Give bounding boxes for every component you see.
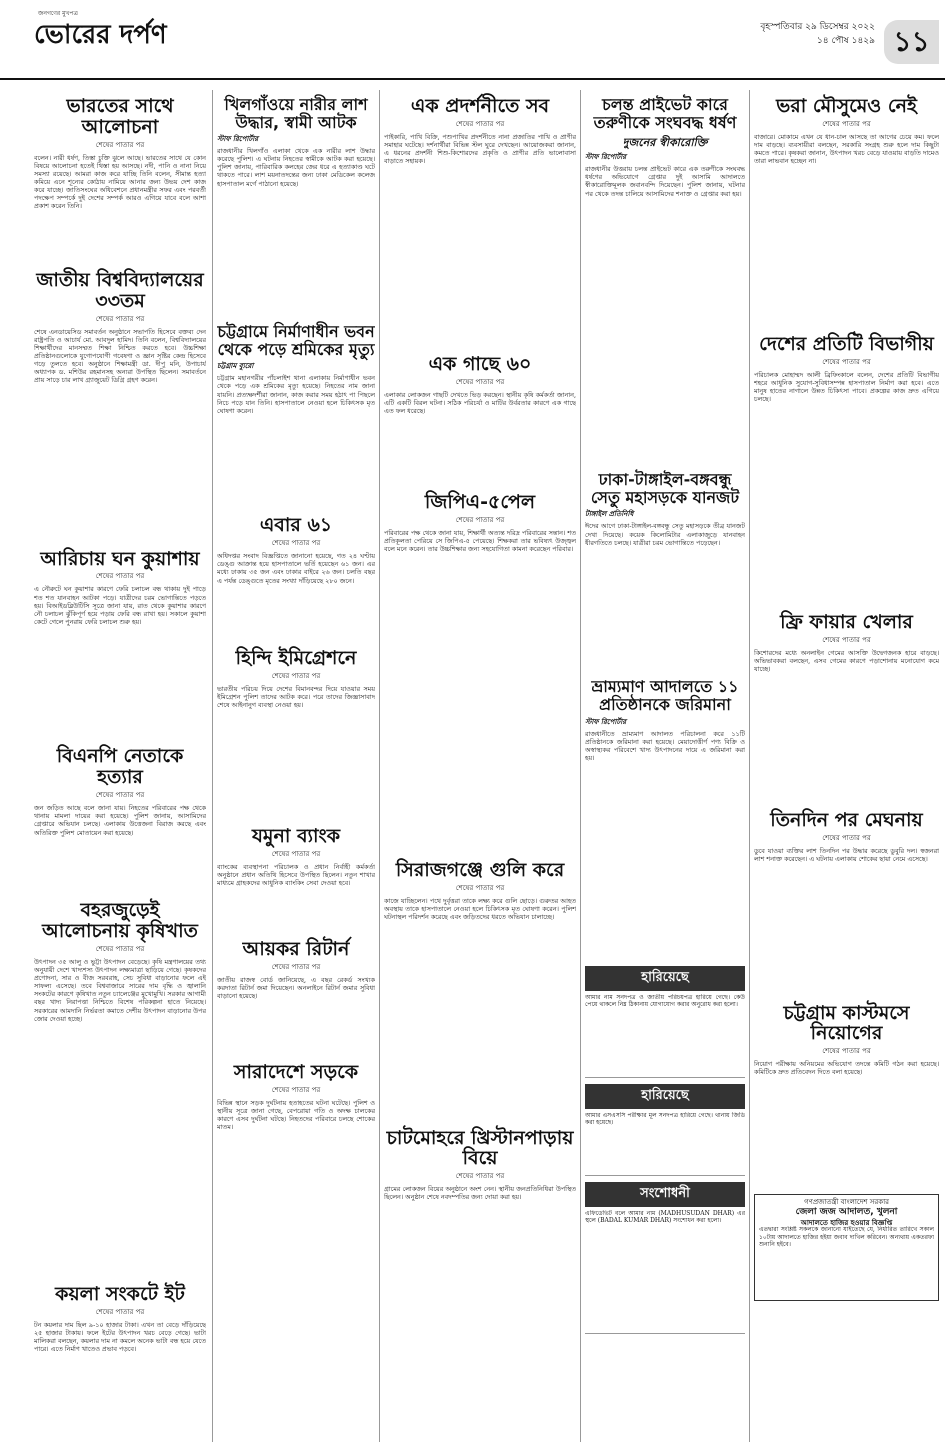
continued-label: শেষের পাতার পর xyxy=(95,140,145,149)
notice-body: এতদ্বারা সংশ্লিষ্ট সকলকে জানানো যাইতেছে যে, নির্ধারিত তারিখে সকাল ১০টায় আদালতে হাজির হইয়া জবাব দাখিল করিবেন। অন্যথায় একতরফা শুনানি হইবে। xyxy=(759,1226,934,1249)
notice-subtitle: আদালতে হাজির হওয়ার বিজ্ঞপ্তি xyxy=(800,1217,893,1227)
classified-ad: আমার নাম সনদপত্র ও জাতীয় পরিচয়পত্র হারিয়ে গেছে। কেউ পেয়ে থাকলে নিম্ন ঠিকানায় যোগাযোগ করার অনুরোধ করা হলো। xyxy=(585,994,745,1078)
byline: স্টাফ রিপোর্টার xyxy=(217,134,259,144)
headline: ভারতের সাথে আলোচনা xyxy=(66,95,174,138)
headline: এক গাছে ৬০ xyxy=(428,352,532,375)
article-body: নিয়োগ পরীক্ষায় অনিয়মের অভিযোগ তদন্তে কমিটি গঠন করা হয়েছে। কমিটিকে দ্রুত প্রতিবেদন দিতে বলা হয়েছে। xyxy=(754,1060,939,1077)
continued-label: শেষের পাতার পর xyxy=(271,850,321,859)
headline: আরিচায় ঘন কুয়াশায় xyxy=(40,547,200,570)
article-body: কিশোরদের মধ্যে অনলাইন গেমের আসক্তি উদ্বেগজনক হারে বাড়ছে। অভিভাবকরা বলছেন, এসব গেমের কারণে পড়াশোনায় মনোযোগ কমে যাচ্ছে। xyxy=(754,648,939,673)
dateline xyxy=(760,20,875,48)
continued-label: শেষের পাতার পর xyxy=(822,357,871,366)
continued-label: শেষের পাতার পর xyxy=(455,119,505,128)
headline: কয়লা সংকটে ইট xyxy=(55,1283,185,1306)
headline: এবার ৬১ xyxy=(259,514,333,537)
continued-label: শেষের পাতার পর xyxy=(271,539,321,548)
date-gregorian: বৃহস্পতিবার ২৯ ডিসেম্বর ২০২২ xyxy=(760,22,875,32)
headline: জিপিএ-৫পেল xyxy=(424,490,536,513)
headline: তিনদিন পর মেঘনায় xyxy=(770,808,923,831)
article-body: টন কয়লার দাম ছিল ৯-১০ হাজার টাকা। এখন তা বেড়ে দাঁড়িয়েছে ২৫ হাজার টাকায়। ফলে ইটের উৎপাদন খরচ বেড়ে গেছে। ভাটা মালিকরা বলছেন, কয়লার দাম না কমলে অনেক ভাটা বন্ধ হয়ে যেতে পারে। এতে নির্মাণ খাতেও প্রভাব পড়বে। xyxy=(34,1320,206,1354)
column-rule xyxy=(379,90,380,1442)
column-4 xyxy=(585,90,745,1442)
continued-label: শেষের পাতার পর xyxy=(822,635,871,644)
article-body: রাজধানীতে ভ্রাম্যমাণ আদালত পরিচালনা করে ১১টি প্রতিষ্ঠানকে জরিমানা করা হয়েছে। মেয়াদোত্তীর্ণ পণ্য বিক্রি ও অস্বাস্থ্যকর পরিবেশে খাদ্য উৎপাদনের দায়ে এ জরিমানা করা হয়। xyxy=(585,729,745,762)
paper-logo: ভোরের দর্পণ xyxy=(34,20,167,50)
continued-label: শেষের পাতার পর xyxy=(95,945,145,954)
continued-label: শেষের পাতার পর xyxy=(822,119,871,128)
tagline: জনগণের মুখপত্র xyxy=(38,10,78,17)
continued-label: শেষের পাতার পর xyxy=(455,1172,505,1181)
article-body: রাজধানীর খিলগাঁও এলাকা থেকে এক নারীর লাশ উদ্ধার করেছে পুলিশ। এ ঘটনায় নিহতের স্বামীকে আটক করা হয়েছে। পুলিশ জানায়, পারিবারিক কলহের জের ধরে এ হত্যাকাণ্ড ঘটে থাকতে পারে। লাশ ময়নাতদন্তের জন্য ঢাকা মেডিকেল কলেজ হাসপাতাল মর্গে পাঠানো হয়েছে। xyxy=(217,147,375,188)
continued-label: শেষের পাতার পর xyxy=(271,1085,321,1094)
article-body: জাতীয় রাজস্ব বোর্ড জানিয়েছে, এ বছর রেকর্ড সংখ্যক করদাতা রিটার্ন জমা দিয়েছেন। অনলাইনে রিটার্ন জমার সুবিধা বাড়ানো হয়েছে। xyxy=(217,975,375,1001)
headline: চলন্ত প্রাইভেট কারে তরুণীকে সংঘবদ্ধ ধর্ষণ xyxy=(593,95,737,132)
notice-title: জেলা জজ আদালত, খুলনা xyxy=(795,1206,898,1217)
byline: স্টাফ রিপোর্টার xyxy=(585,152,627,162)
masthead xyxy=(0,0,945,80)
article-body: বিভিন্ন স্থানে সড়ক দুর্ঘটনায় হতাহতের ঘটনা ঘটেছে। পুলিশ ও স্থানীয় সূত্রে জানা গেছে, বেপরোয়া গতি ও অদক্ষ চালকের কারণে এসব দুর্ঘটনা ঘটছে। নিহতদের পরিবারে চলছে শোকের মাতম। xyxy=(217,1098,375,1132)
continued-label: শেষের পাতার পর xyxy=(455,883,505,892)
byline: চট্টগ্রাম ব্যুরো xyxy=(217,361,254,371)
date-bengali: ১৪ পৌষ ১৪২৯ xyxy=(816,36,875,46)
continued-label: শেষের পাতার পর xyxy=(455,377,505,386)
article-body: পাইকারি, পাখি বিক্রি, পশুপাখির প্রদর্শনীতে নানা প্রজাতির পাখি ও প্রাণীর সমাহার ঘটেছে। দর্শনার্থীরা বিভিন্ন স্টল ঘুরে দেখছেন। আয়োজকরা জানান, এ ধরনের প্রদর্শনী শিশু-কিশোরদের প্রকৃতি ও প্রাণীর প্রতি ভালোবাসা বাড়াতে সহায়ক। xyxy=(384,132,576,166)
continued-label: শেষের পাতার পর xyxy=(95,314,145,323)
headline: এক প্রদর্শনীতে সব xyxy=(410,95,550,117)
headline: চাটমোহরে খ্রিস্টানপাড়ায় বিয়ে xyxy=(386,1126,574,1170)
article-body: গ্রামের লোকজন বিয়ের অনুষ্ঠানে অংশ নেন। স্থানীয় জনপ্রতিনিধিরা উপস্থিত ছিলেন। অনুষ্ঠান শেষে নবদম্পতির জন্য দোয়া করা হয়। xyxy=(384,1185,576,1202)
headline: সিরাজগঞ্জে গুলি করে xyxy=(395,858,565,881)
article-body: ভারতীয় পরিচয় দিয়ে দেশের বিমানবন্দর দিয়ে যাওয়ার সময় ইমিগ্রেশন পুলিশ তাদের আটক করে। পরে তাদের জিজ্ঞাসাবাদ শেষে আইনানুগ ব্যবস্থা নেওয়া হয়। xyxy=(217,685,375,710)
column-1 xyxy=(34,90,206,1442)
article-body: বলেন। নারী ধর্ষণ, তিস্তা চুক্তি ঝুলে আছে। ভারতের সাথে যে কোন বিষয়ে আলোচনা হতেই থিস্তা হয় আসছে। নদী, পানি ও নানা নিয়ে সমস্যা রয়েছে। আমরা কাজ করে যাচ্ছি তিনি বলেন, সীমান্ত হত্যা কমিয়ে এনে শূন্যের কোঠায় নামিয়ে আনার জন্য উভয় দেশ কাজ করে যাচ্ছে। জাতিসংঘের অধিবেশনে প্রধানমন্ত্রীর সফর এবং পরবর্তী পদক্ষেপ সম্পর্কে দুই দেশের সম্পর্ক আরও এগিয়ে যাবে বলে আশা প্রকাশ করেন তিনি। xyxy=(34,153,206,211)
headline: ফ্রি ফায়ার খেলার xyxy=(780,610,913,633)
article-body: এলাকার লোকজন গাছটি দেখতে ভিড় করছেন। স্থানীয় কৃষি কর্মকর্তা জানান, এটি একটি বিরল ঘটনা। সঠিক পরিচর্যা ও মাটির উর্বরতার কারণে এক গাছে এত ফল ধরেছে। xyxy=(384,390,576,415)
classified-header: হারিয়েছে xyxy=(585,966,745,991)
headline: আয়কর রিটার্ন xyxy=(242,938,350,961)
article-body: পরিবারের পক্ষ থেকে জানা যায়, শিক্ষার্থী অত্যন্ত দরিদ্র পরিবারের সন্তান। শত প্রতিকূলতা পেরিয়ে সে জিপিএ-৫ পেয়েছে। শিক্ষকরা তার ভবিষ্যৎ উজ্জ্বল বলে মনে করেন। তার উচ্চশিক্ষার জন্য সহযোগিতা কামনা করেছেন পরিবার। xyxy=(384,528,576,553)
headline: দেশের প্রতিটি বিভাগীয় xyxy=(759,332,934,355)
classified-ad: আমার এসএসসি পরীক্ষার মূল সনদপত্র হারিয়ে গেছে। থানায় জিডি করা হয়েছে। xyxy=(585,1112,745,1176)
headline: সারাদেশে সড়কে xyxy=(233,1060,359,1083)
headline: বিএনপি নেতাকে হত্যার xyxy=(56,745,184,789)
article-body: কাজে যাচ্ছিলেন। পথে দুর্বৃত্তরা তাকে লক্ষ্য করে গুলি ছোড়ে। গুরুতর আহত অবস্থায় তাকে হাসপাতালে নেওয়া হলে চিকিৎসক মৃত ঘোষণা করেন। পুলিশ ঘটনাস্থল পরিদর্শন করেছে এবং জড়িতদের ধরতে অভিযান চালাচ্ছে। xyxy=(384,896,576,921)
notice-org: গণপ্রজাতন্ত্রী বাংলাদেশ সরকার xyxy=(804,1198,889,1207)
column-2 xyxy=(217,90,375,1442)
article-body: পরিচালক মোহাম্মদ আলী ব্রিফিংকালে বলেন, দেশের প্রতিটি বিভাগীয় শহরে আধুনিক সুযোগ-সুবিধাসম্পন্ন হাসপাতাল নির্মাণ করা হবে। এতে মানুষ হাতের নাগালে উন্নত চিকিৎসা পাবে। প্রকল্পের কাজ দ্রুত এগিয়ে চলছে। xyxy=(754,370,939,404)
classified-header: হারিয়েছে xyxy=(585,1084,745,1109)
headline: চট্টগ্রামে নির্মাণাধীন ভবন থেকে পড়ে শ্রমিকের মৃত্যু xyxy=(217,322,375,359)
continued-label: শেষের পাতার পর xyxy=(95,1307,145,1316)
article-body: ঈদের আগে ঢাকা-টাঙ্গাইল-বঙ্গবন্ধু সেতু মহাসড়কে তীব্র যানজট দেখা দিয়েছে। কয়েক কিলোমিটার এলাকাজুড়ে যানবাহন ধীরগতিতে চলছে। যাত্রীরা চরম ভোগান্তিতে পড়েছেন। xyxy=(585,522,745,547)
continued-label: শেষের পাতার পর xyxy=(95,572,145,581)
headline: হিন্দি ইমিগ্রেশনে xyxy=(235,647,357,670)
article-body: অধিদপ্তর সংবাদ বিজ্ঞপ্তিতে জানানো হয়েছে, গত ২৪ ঘণ্টায় ডেঙ্গু আক্রান্ত হয়ে হাসপাতালে ভর্তি হয়েছেন ৬১ জন। এর মধ্যে ঢাকায় ৩৫ জন এবং ঢাকার বাইরে ২৬ জন। চলতি বছর এ পর্যন্ত ডেঙ্গুতে মৃতের সংখ্যা দাঁড়িয়েছে ২৮০ জনে। xyxy=(217,552,375,585)
headline: ভরা মৌসুমেও নেই xyxy=(776,95,917,117)
article-body: শেষে এনডায়েসিড সমাবর্তন অনুষ্ঠানে সভাপতি হিসেবে বক্তব্য দেন রাষ্ট্রপতি ও আচার্য মো. আবদুল হামিদ। তিনি বলেন, বিশ্ববিদ্যালয়ের শিক্ষার্থীদের মানসম্মত শিক্ষা নিশ্চিত করতে হবে। উচ্চশিক্ষা প্রতিষ্ঠানগুলোকে যুগোপযোগী গবেষণা ও জ্ঞান সৃষ্টির কেন্দ্র হিসেবে গড়ে তুলতে হবে। অনুষ্ঠানে শিক্ষামন্ত্রী ডা. দীপু মনি, উপাচার্য অধ্যাপক ড. মশিউর রহমানসহ অন্যরা উপস্থিত ছিলেন। সমাবর্তনে প্রায় সাড়ে চার লাখ গ্র্যাজুয়েট ডিগ্রি গ্রহণ করেন। xyxy=(34,327,206,385)
column-rule xyxy=(580,90,581,1442)
continued-label: শেষের পাতার পর xyxy=(271,672,321,681)
headline: ভ্রাম্যমাণ আদালতে ১১ প্রতিষ্ঠানকে জরিমানা xyxy=(591,677,739,715)
headline: যমুনা ব্যাংক xyxy=(251,825,341,848)
byline: টাঙ্গাইল প্রতিনিধি xyxy=(585,509,634,519)
article-body: রাজধানীর উত্তরায় চলন্ত প্রাইভেট কারে এক তরুণীকে সংঘবদ্ধ ধর্ষণের অভিযোগে গ্রেপ্তার দুই আসামি আদালতে স্বীকারোক্তিমূলক জবানবন্দি দিয়েছেন। পুলিশ জানায়, ঘটনার পর থেকে তদন্ত চালিয়ে আসামিদের শনাক্ত ও গ্রেপ্তার করা হয়। xyxy=(585,165,745,198)
article-body: চট্টগ্রাম মহানগরীর পাঁচলাইশ থানা এলাকায় নির্মাণাধীন ভবন থেকে পড়ে এক শ্রমিকের মৃত্যু হয়েছে। নিহতের নাম জানা যায়নি। প্রত্যক্ষদর্শীরা জানান, কাজ করার সময় হঠাৎ পা পিছলে নিচে পড়ে যান তিনি। হাসপাতালে নেওয়া হলে চিকিৎসক মৃত ঘোষণা করেন। xyxy=(217,374,375,415)
continued-label: শেষের পাতার পর xyxy=(95,791,145,800)
page-number: ১১ xyxy=(884,20,939,64)
column-rule xyxy=(749,90,750,1442)
article-body: ব্যাংকের ব্যবস্থাপনা পরিচালক ও প্রধান নির্বাহী কর্মকর্তা অনুষ্ঠানে প্রধান অতিথি হিসেবে উপস্থিত ছিলেন। নতুন শাখার মাধ্যমে গ্রাহকদের আধুনিক ব্যাংকিং সেবা দেওয়া হবে। xyxy=(217,863,375,888)
headline: খিলগাঁওয়ে নারীর লাশ উদ্ধার, স্বামী আটক xyxy=(224,95,368,132)
column-3 xyxy=(384,90,576,1442)
court-notice xyxy=(754,1194,939,1301)
classified-header: সংশোধনী xyxy=(585,1182,745,1207)
headline: বহরজুড়েই আলোচনায় কৃষিখাত xyxy=(42,899,198,943)
article-body: এ নৌরুটে ঘন কুয়াশার কারণে ফেরি চলাচল বন্ধ থাকায় দুই পাড়ে শত শত যানবাহন আটকা পড়ে। যাত্রীদের চরম ভোগান্তিতে পড়তে হয়। বিআইডব্লিউটিসি সূত্রে জানা যায়, রাত থেকে কুয়াশার কারণে নৌ চলাচল ঝুঁকিপূর্ণ হয়ে পড়ায় ফেরি বন্ধ রাখা হয়। সকালে কুয়াশা কেটে গেলে পুনরায় ফেরি চলাচল শুরু হয়। xyxy=(34,585,206,626)
continued-label: শেষের পাতার পর xyxy=(822,833,871,842)
classified-ad: এফিডেভিট বলে আমার নাম (MADHUSUDAN DHAR) এর স্থলে (BADAL KUMAR DHAR) সংশোধন করা হলো। xyxy=(585,1210,745,1334)
article-body: ডুবে যাওয়া ব্যক্তির লাশ তিনদিন পর উদ্ধার করেছে ডুবুরি দল। স্বজনরা লাশ শনাক্ত করেছেন। এ ঘটনায় এলাকায় শোকের ছায়া নেমে এসেছে। xyxy=(754,846,939,863)
article-body: বাজারে। মোকামে এখন যে ধান-চাল আসছে তা আগের চেয়ে কম। ফলে দাম বাড়ছে। ব্যবসায়ীরা বলছেন, সরকারি সংগ্রহ শুরু হলে দাম কিছুটা কমতে পারে। কৃষকরা জানান, উৎপাদন খরচ বেড়ে যাওয়ায় বাড়তি দামেও তারা লাভবান হচ্ছেন না। xyxy=(754,132,939,166)
column-5 xyxy=(754,90,939,1442)
subheadline: দুজনের স্বীকারোক্তি xyxy=(622,136,708,150)
headline: ঢাকা-টাঙ্গাইল-বঙ্গবন্ধু সেতু মহাসড়কে যানজট xyxy=(590,470,740,507)
article-body: জন জড়িত আছে বলে জানা যায়। নিহতের পরিবারের পক্ষ থেকে থানায় মামলা দায়ের করা হয়েছে। পুলিশ জানায়, আসামিদের গ্রেপ্তারে অভিযান চলছে। এলাকায় উত্তেজনা বিরাজ করছে এবং অতিরিক্ত পুলিশ মোতায়েন করা হয়েছে। xyxy=(34,804,206,837)
continued-label: শেষের পাতার পর xyxy=(822,1047,871,1056)
headline: চট্টগ্রাম কাস্টমসে নিয়োগের xyxy=(783,1001,910,1045)
article-body: উৎপাদন ৩৫ আলু ও ভুট্টা উৎপাদন বেড়েছে। কৃষি মন্ত্রণালয়ের তথ্য অনুযায়ী দেশে খাদ্যশস্য উৎপাদন লক্ষ্যমাত্রা ছাড়িয়ে গেছে। কৃষকদের প্রণোদনা, সার ও বীজ সরবরাহ, সেচ সুবিধা বাড়ানোর ফলে এই সাফল্য এসেছে। তবে বিশ্ববাজারে সারের দাম বৃদ্ধি ও জ্বালানি সংকটের কারণে কৃষিখাত নতুন চ্যালেঞ্জের মুখোমুখি। সরকার আগামী বছর খাদ্য নিরাপত্তা নিশ্চিতে বিশেষ পরিকল্পনা হাতে নিয়েছে। সরকারের আমদানি নির্ভরতা কমাতে দেশীয় উৎপাদন বাড়ানোর উপর জোর দেওয়া হচ্ছে। xyxy=(34,958,206,1023)
column-rule xyxy=(212,90,213,1442)
byline: স্টাফ রিপোর্টার xyxy=(585,716,627,726)
continued-label: শেষের পাতার পর xyxy=(271,962,321,971)
continued-label: শেষের পাতার পর xyxy=(455,515,505,524)
headline: জাতীয় বিশ্ববিদ্যালয়ের ৩৩তম xyxy=(36,268,204,312)
